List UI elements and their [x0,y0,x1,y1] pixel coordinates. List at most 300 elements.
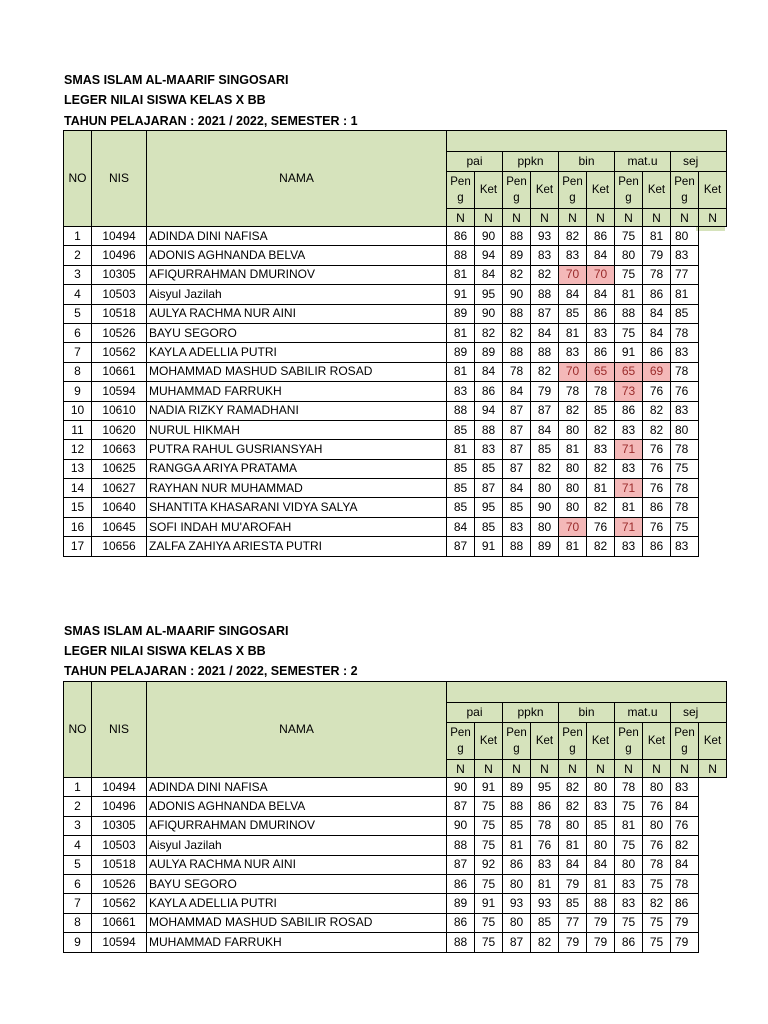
student-nis: 10610 [92,401,147,420]
score-cell: 76 [643,836,671,855]
ket-header: Ket [587,172,615,209]
score-cell: 85 [475,459,503,478]
score-cell: 75 [475,816,503,835]
student-name: ADINDA DINI NAFISA [147,778,447,797]
student-nis: 10627 [92,479,147,498]
score-cell: 88 [503,797,531,816]
score-cell: 75 [615,227,643,246]
score-cell: 81 [671,285,699,304]
score-cell: 76 [643,797,671,816]
column-header-no: NO [64,682,92,778]
score-cell: 81 [587,874,615,893]
score-cell: 82 [531,362,559,381]
score-cell: 86 [643,285,671,304]
n-header: N [475,209,503,227]
student-nis: 10494 [92,227,147,246]
student-name: MOHAMMAD MASHUD SABILIR ROSAD [147,362,447,381]
score-cell: 75 [615,836,643,855]
student-nis: 10496 [92,246,147,265]
score-cell: 80 [559,816,587,835]
score-cell: 83 [671,343,699,362]
n-header: N [531,209,559,227]
score-cell: 89 [447,343,475,362]
score-cell: 75 [475,933,503,952]
row-number: 5 [64,855,92,874]
score-cell: 93 [531,894,559,913]
score-cell: 83 [559,343,587,362]
score-cell: 82 [559,797,587,816]
score-cell: 84 [531,420,559,439]
score-cell: 78 [671,479,699,498]
table-row [64,246,727,265]
student-name: RAYHAN NUR MUHAMMAD [147,479,447,498]
table-row [64,855,727,874]
score-cell: 80 [503,913,531,932]
score-cell: 78 [671,440,699,459]
student-nis: 10661 [92,913,147,932]
row-number: 2 [64,797,92,816]
score-cell: 80 [615,855,643,874]
student-name: SOFI INDAH MU'AROFAH [147,517,447,536]
score-cell: 86 [447,913,475,932]
score-cell: 91 [475,778,503,797]
score-cell: 84 [475,265,503,284]
score-cell: 65 [587,362,615,381]
row-number: 4 [64,285,92,304]
score-cell: 88 [531,343,559,362]
student-name: NURUL HIKMAH [147,420,447,439]
row-number: 1 [64,227,92,246]
score-cell: 87 [503,459,531,478]
column-header-no: NO [64,131,92,227]
student-name: NADIA RIZKY RAMADHANI [147,401,447,420]
student-nis: 10620 [92,420,147,439]
score-cell: 78 [531,816,559,835]
score-cell: 82 [559,401,587,420]
student-nis: 10305 [92,265,147,284]
header-blank-cell [447,682,727,703]
score-cell: 81 [559,323,587,342]
score-cell: 90 [475,304,503,323]
n-header: N [643,760,671,778]
peng-header: Pen g [671,172,699,209]
ket-header: Ket [531,723,559,760]
table-row [64,401,727,420]
student-nis: 10518 [92,855,147,874]
student-name: PUTRA RAHUL GUSRIANSYAH [147,440,447,459]
ket-header: Ket [699,723,727,760]
score-cell: 78 [671,323,699,342]
score-cell: 85 [559,304,587,323]
score-cell: 83 [615,537,643,556]
score-cell: 84 [475,362,503,381]
table-row [64,227,727,246]
score-cell: 83 [587,797,615,816]
score-cell: 83 [475,440,503,459]
score-cell: 87 [447,855,475,874]
column-header-nama: NAMA [147,682,447,778]
score-cell: 81 [447,323,475,342]
header-blank-cell [447,131,727,152]
column-header-nis: NIS [92,682,147,778]
n-header: N [559,760,587,778]
score-cell: 88 [503,304,531,323]
score-cell: 75 [615,913,643,932]
subject-header: ppkn [503,152,559,172]
score-cell: 85 [671,304,699,323]
score-cell: 85 [587,401,615,420]
score-cell: 70 [559,362,587,381]
row-number: 2 [64,246,92,265]
score-cell: 85 [531,913,559,932]
score-cell: 85 [503,816,531,835]
score-cell: 75 [671,459,699,478]
table-row [64,265,727,284]
score-cell: 80 [531,517,559,536]
score-cell: 88 [447,401,475,420]
peng-header: Pen g [447,172,475,209]
score-cell: 83 [447,382,475,401]
score-cell: 73 [615,382,643,401]
n-header: N [447,209,475,227]
ket-header: Ket [587,723,615,760]
student-name: AULYA RACHMA NUR AINI [147,855,447,874]
score-cell: 84 [559,285,587,304]
n-header: N [699,760,727,778]
score-cell: 82 [559,778,587,797]
row-number: 14 [64,479,92,498]
table-row [64,913,727,932]
score-cell: 82 [671,836,699,855]
student-name: KAYLA ADELLIA PUTRI [147,894,447,913]
score-cell: 75 [643,933,671,952]
score-cell: 93 [503,894,531,913]
student-name: MUHAMMAD FARRUKH [147,382,447,401]
peng-header: Pen g [615,172,643,209]
score-cell: 82 [503,323,531,342]
score-cell: 86 [475,382,503,401]
student-nis: 10594 [92,382,147,401]
grade-table [63,681,727,953]
score-cell: 65 [615,362,643,381]
ket-header: Ket [699,172,727,209]
row-number: 7 [64,894,92,913]
score-cell: 82 [587,537,615,556]
student-name: RANGGA ARIYA PRATAMA [147,459,447,478]
score-cell: 75 [475,913,503,932]
subject-header: pai [447,152,503,172]
score-cell: 86 [587,304,615,323]
header-row [64,131,727,152]
student-nis: 10625 [92,459,147,478]
student-name: MUHAMMAD FARRUKH [147,933,447,952]
score-cell: 91 [447,285,475,304]
score-cell: 88 [447,836,475,855]
score-cell: 85 [447,420,475,439]
row-number: 3 [64,816,92,835]
score-cell: 85 [447,459,475,478]
score-cell: 82 [643,420,671,439]
score-cell: 77 [671,265,699,284]
score-cell: 83 [615,874,643,893]
score-cell: 87 [531,401,559,420]
student-name: Aisyul Jazilah [147,285,447,304]
table-row [64,382,727,401]
score-cell: 80 [559,479,587,498]
n-header: N [643,209,671,227]
n-header: N [699,209,727,227]
score-cell: 94 [475,246,503,265]
student-nis: 10526 [92,874,147,893]
subject-header: pai [447,703,503,723]
score-cell: 82 [559,227,587,246]
score-cell: 89 [531,537,559,556]
score-cell: 75 [643,913,671,932]
score-cell: 82 [531,933,559,952]
subject-header: bin [559,703,615,723]
student-nis: 10640 [92,498,147,517]
score-cell: 86 [503,855,531,874]
score-cell: 81 [587,479,615,498]
score-cell: 81 [615,816,643,835]
school-name: SMAS ISLAM AL-MAARIF SINGOSARI [64,73,289,87]
row-number: 11 [64,420,92,439]
ket-header: Ket [475,172,503,209]
score-cell: 81 [615,498,643,517]
score-cell: 82 [503,265,531,284]
ket-header: Ket [531,172,559,209]
score-cell: 71 [615,440,643,459]
academic-year-semester: TAHUN PELAJARAN : 2021 / 2022, SEMESTER : 1 [64,114,358,128]
n-header: N [503,209,531,227]
score-cell: 70 [587,265,615,284]
table-row [64,498,727,517]
score-cell: 81 [531,874,559,893]
score-cell: 78 [503,362,531,381]
table-row [64,816,727,835]
score-cell: 86 [643,498,671,517]
n-header: N [447,760,475,778]
score-cell: 90 [503,285,531,304]
score-cell: 78 [615,778,643,797]
grade-table-semester-1 [63,130,722,557]
table-row [64,440,727,459]
score-cell: 84 [531,323,559,342]
score-cell: 79 [587,933,615,952]
score-cell: 76 [671,816,699,835]
score-cell: 83 [587,440,615,459]
peng-header: Pen g [671,723,699,760]
score-cell: 80 [643,778,671,797]
row-number: 16 [64,517,92,536]
score-cell: 82 [587,498,615,517]
score-cell: 80 [559,459,587,478]
score-cell: 88 [503,343,531,362]
score-cell: 85 [587,816,615,835]
score-cell: 78 [671,874,699,893]
student-nis: 10305 [92,816,147,835]
score-cell: 92 [475,855,503,874]
score-cell: 80 [587,778,615,797]
score-cell: 82 [643,401,671,420]
score-cell: 75 [615,265,643,284]
peng-header: Pen g [503,723,531,760]
score-cell: 76 [587,517,615,536]
row-number: 9 [64,933,92,952]
n-header: N [587,209,615,227]
score-cell: 87 [531,304,559,323]
score-cell: 84 [643,323,671,342]
score-cell: 79 [643,246,671,265]
student-nis: 10656 [92,537,147,556]
score-cell: 87 [503,420,531,439]
score-cell: 83 [671,246,699,265]
subject-header: ppkn [503,703,559,723]
score-cell: 81 [559,836,587,855]
student-nis: 10562 [92,343,147,362]
score-cell: 84 [587,855,615,874]
student-name: ZALFA ZAHIYA ARIESTA PUTRI [147,537,447,556]
score-cell: 75 [671,517,699,536]
score-cell: 87 [447,537,475,556]
student-name: ADONIS AGHNANDA BELVA [147,246,447,265]
score-cell: 86 [587,343,615,362]
header-row [64,682,727,703]
student-name: MOHAMMAD MASHUD SABILIR ROSAD [147,913,447,932]
score-cell: 82 [531,265,559,284]
row-number: 4 [64,836,92,855]
score-cell: 75 [475,836,503,855]
document-title: LEGER NILAI SISWA KELAS X BB [64,644,266,658]
table-row [64,797,727,816]
score-cell: 81 [447,265,475,284]
n-header: N [531,760,559,778]
subject-header: sej [671,152,727,172]
student-name: ADONIS AGHNANDA BELVA [147,797,447,816]
score-cell: 86 [643,343,671,362]
student-name: Aisyul Jazilah [147,836,447,855]
score-cell: 86 [643,537,671,556]
score-cell: 79 [559,874,587,893]
score-cell: 80 [615,246,643,265]
n-header: N [671,209,699,227]
student-nis: 10661 [92,362,147,381]
n-header: N [615,209,643,227]
score-cell: 84 [587,285,615,304]
score-cell: 76 [671,382,699,401]
score-cell: 88 [475,420,503,439]
score-cell: 76 [643,440,671,459]
peng-header: Pen g [615,723,643,760]
student-nis: 10518 [92,304,147,323]
student-name: AFIQURRAHMAN DMURINOV [147,816,447,835]
student-nis: 10562 [92,894,147,913]
subject-header: mat.u [615,152,671,172]
score-cell: 85 [447,479,475,498]
row-number: 6 [64,874,92,893]
score-cell: 81 [503,836,531,855]
score-cell: 86 [531,797,559,816]
peng-header: Pen g [559,172,587,209]
score-cell: 88 [447,246,475,265]
school-name: SMAS ISLAM AL-MAARIF SINGOSARI [64,624,289,638]
score-cell: 95 [531,778,559,797]
score-cell: 81 [559,440,587,459]
score-cell: 78 [643,855,671,874]
score-cell: 83 [671,537,699,556]
score-cell: 80 [671,420,699,439]
score-cell: 71 [615,517,643,536]
score-cell: 91 [615,343,643,362]
score-cell: 70 [559,517,587,536]
student-nis: 10645 [92,517,147,536]
score-cell: 83 [615,459,643,478]
score-cell: 81 [447,440,475,459]
n-header: N [475,760,503,778]
score-cell: 76 [643,479,671,498]
score-cell: 76 [643,517,671,536]
score-cell: 71 [615,479,643,498]
grade-table-semester-2 [63,681,722,953]
score-cell: 88 [615,304,643,323]
n-header: N [503,760,531,778]
table-row [64,836,727,855]
score-cell: 89 [475,343,503,362]
academic-year-semester: TAHUN PELAJARAN : 2021 / 2022, SEMESTER : 2 [64,664,358,678]
student-nis: 10496 [92,797,147,816]
score-cell: 82 [531,459,559,478]
table-row [64,933,727,952]
student-nis: 10594 [92,933,147,952]
score-cell: 83 [531,246,559,265]
score-cell: 80 [671,227,699,246]
row-number: 5 [64,304,92,323]
score-cell: 81 [447,362,475,381]
score-cell: 83 [615,420,643,439]
table-row [64,537,727,556]
table-row [64,420,727,439]
row-number: 1 [64,778,92,797]
score-cell: 94 [475,401,503,420]
score-cell: 75 [643,874,671,893]
score-cell: 83 [587,323,615,342]
student-name: BAYU SEGORO [147,323,447,342]
row-number: 15 [64,498,92,517]
score-cell: 80 [531,479,559,498]
subject-header: sej [671,703,727,723]
score-cell: 89 [447,894,475,913]
subject-header: bin [559,152,615,172]
score-cell: 82 [643,894,671,913]
score-cell: 95 [475,498,503,517]
score-cell: 87 [503,401,531,420]
score-cell: 84 [447,517,475,536]
score-cell: 75 [475,874,503,893]
grade-table [63,130,727,557]
table-row [64,323,727,342]
score-cell: 79 [587,913,615,932]
score-cell: 79 [671,913,699,932]
score-cell: 79 [671,933,699,952]
score-cell: 90 [531,498,559,517]
n-header: N [587,760,615,778]
student-name: AFIQURRAHMAN DMURINOV [147,265,447,284]
score-cell: 82 [475,323,503,342]
score-cell: 82 [587,420,615,439]
score-cell: 88 [447,933,475,952]
score-cell: 81 [559,537,587,556]
score-cell: 91 [475,894,503,913]
